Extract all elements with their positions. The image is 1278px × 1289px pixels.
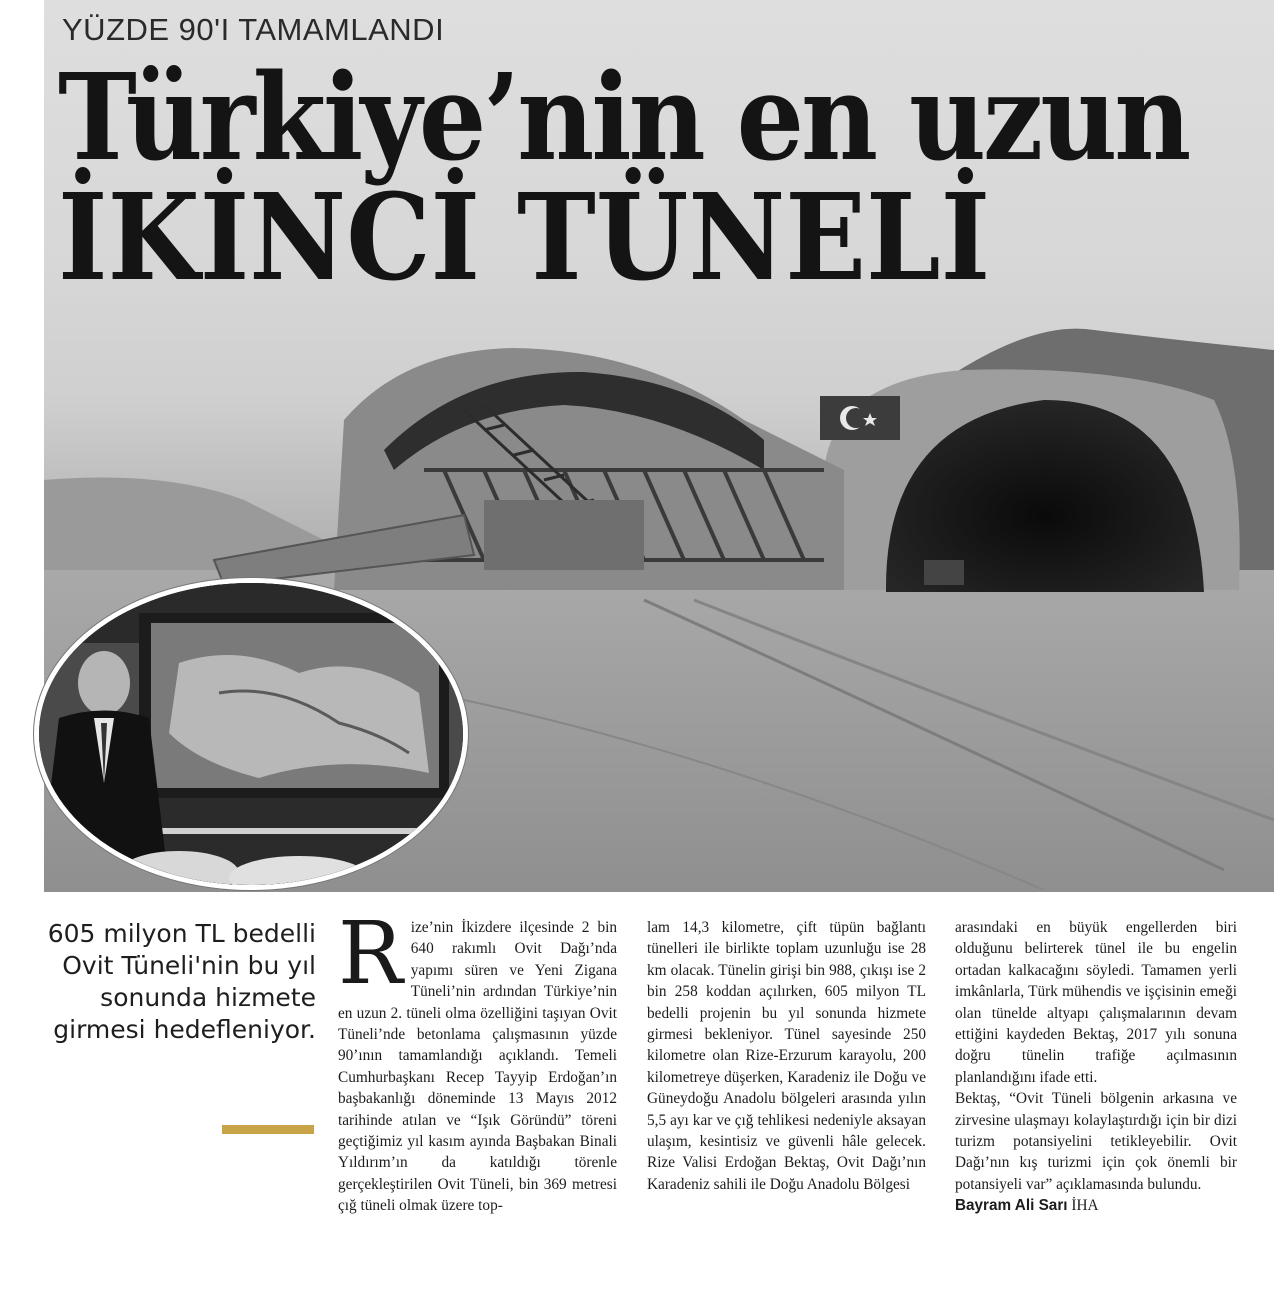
article-column-1 bbox=[338, 904, 617, 1217]
article-column-3 bbox=[955, 917, 1237, 1217]
man-head bbox=[78, 651, 130, 715]
machinery-base bbox=[484, 500, 644, 570]
headline-line-1: Türkiye’nin en uzun bbox=[58, 46, 1189, 187]
column-3-paragraph-2: Bektaş, “Ovit Tüneli bölgenin arkasına ve zirvesine ulaşmayı kolaylaştırdığı için bir dizi turizm potansiyelini tetikleyebilir. Ovit Dağı’nın kış turizmi için çok önemli bir potansiyeli var” açıklamasında bulundu. bbox=[955, 1090, 1237, 1193]
byline-name: Bayram Ali Sarı bbox=[955, 1197, 1068, 1215]
drop-cap: R bbox=[338, 904, 403, 1004]
byline bbox=[955, 1195, 1237, 1216]
equipment-box bbox=[924, 560, 964, 585]
kicker: YÜZDE 90'I TAMAMLANDI bbox=[62, 12, 445, 47]
governor-with-map-photo bbox=[34, 578, 468, 890]
column-2-text: lam 14,3 kilometre, çift tüpün bağlantı tünelleri ile birlikte toplam uzunluğu ise 28 km olacak. Tünelin girişi bin 988, çıkışı ise 2 bin 258 koddan açılırken, 605 milyon TL bedelli projenin bu yıl sonunda hizmete girmesi bekleniyor. Tünel sayesinde 250 kilometre olan Rize-Erzurum karayolu, 200 kilometreye düşerken, Karadeniz ile Doğu ve Güneydoğu Anadolu bölgeleri arasında yılın 5,5 ayı kar ve çığ tehlikesi nedeniyle aksayan ulaşım, kesintisiz ve güvenli hâle gelecek. Rize Valisi Erdoğan Bektaş, Ovit Dağı’nın Karadeniz sahili ile Doğu Anadolu Bölgesi bbox=[647, 919, 926, 1193]
byline-agency: İHA bbox=[1071, 1197, 1099, 1215]
inset-scene bbox=[39, 583, 463, 885]
accent-rule bbox=[222, 1125, 314, 1134]
article-column-2 bbox=[647, 917, 926, 1195]
column-1-text: ize’nin İkizdere ilçesinde 2 bin 640 rakımlı Ovit Dağı’nda yapımı süren ve Yeni Zigana Tüneli’nin ardından Türkiye’nin en uzun 2. tüneli olma özelliğini taşıyan Ovit Tüneli’nde betonlama çalışmasının yüzde 90’ının tamamlandığı açıklandı. Temeli Cumhurbaşkanı Recep Tayyip Erdoğan’ın başbakanlığı döneminde 13 Mayıs 2012 tarihinde atılan ve “Işık Göründü” töreni geçtiğimiz yıl kasım ayında Başbakan Binali Yıldırım’ın da katıldığı törenle gerçekleştirilen Ovit Tüneli, bin 369 metresi çığ tüneli olmak üzere top- bbox=[338, 919, 617, 1215]
headline-line-2: İKİNCİ TÜNELİ bbox=[58, 166, 991, 307]
column-3-paragraph-1: arasındaki en büyük engellerden biri olduğunu belirterek tünel ile bu engelin ortadan kalkacağını söyledi. Tamamen yerli imkânlarla, Türk mühendis ve işçisinin emeği olan tünelde altyapı çalışmalarının devam ettiğini kaydeden Bektaş, 2017 yılı sonuna doğru tünelin trafiğe açılmasının planlandığını ifade etti. bbox=[955, 919, 1237, 1086]
lede-summary: 605 milyon TL bedelli Ovit Tüneli'nin bu yıl sonunda hizmete girmesi hedefleniyor. bbox=[47, 919, 316, 1044]
